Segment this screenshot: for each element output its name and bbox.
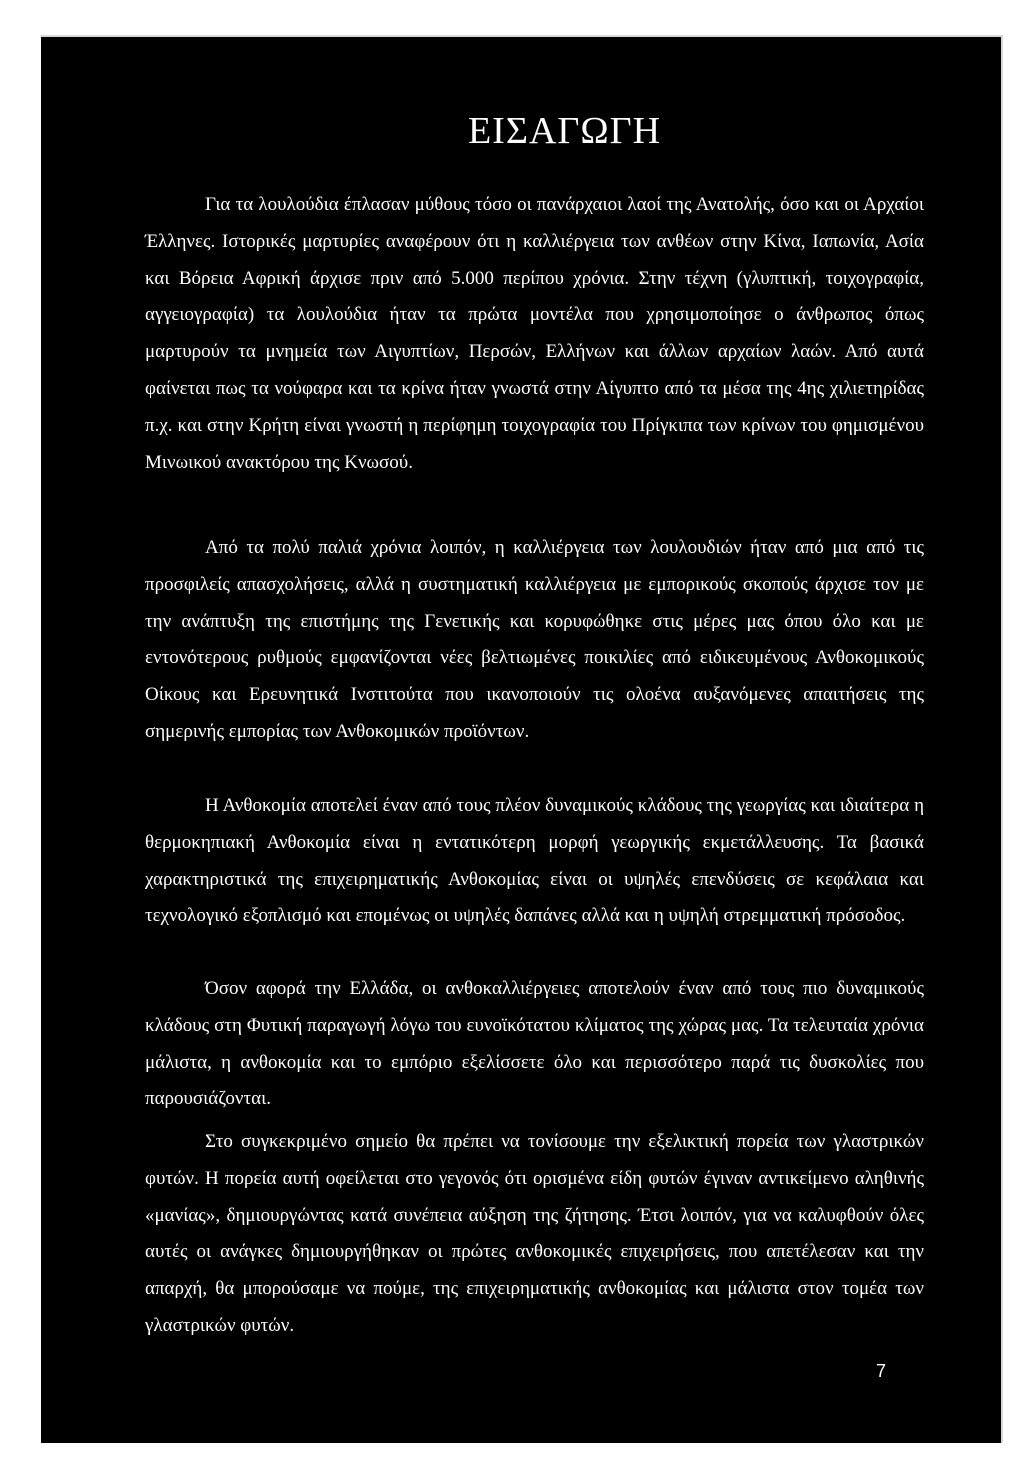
document-page <box>41 35 1003 1443</box>
page-number: 7 <box>875 1361 886 1381</box>
paragraph-2: Από τα πολύ παλιά χρόνια λοιπόν, η καλλιέργεια των λουλουδιών ήταν από μια από τις προσφιλείς απασχολήσεις, αλλά η συστηματική καλλιέργεια με εμπορικούς σκοπούς άρχισε τον με την ανάπτυξη της επιστήμης της Γενετικής και κορυφώθηκε στις μέρες μας όπου όλο και με εντονότερους ρυθμούς εμφανίζονται νέες βελτιωμένες ποικιλίες από ειδικευμένους Ανθοκομικούς Οίκους και Ερευνητικά Ινστιτούτα που ικανοποιούν τις ολοένα αυξανόμενες απαιτήσεις της σημερινής εμπορίας των Ανθοκομικών προϊόντων. <box>145 537 924 742</box>
paragraph-4: Όσον αφορά την Ελλάδα, οι ανθοκαλλιέργειες αποτελούν έναν από τους πιο δυναμικούς κλάδους στη Φυτική παραγωγή λόγω του ευνοϊκότατου κλίματος της χώρας μας. Τα τελευταία χρόνια μάλιστα, η ανθοκομία και το εμπόριο εξελίσσετε όλο και περισσότερο παρά τις δυσκολίες που παρουσιάζονται. <box>145 978 924 1110</box>
page-title: ΕΙΣΑΓΩΓΗ <box>467 110 662 152</box>
paragraph-1: Για τα λουλούδια έπλασαν μύθους τόσο οι πανάρχαιοι λαοί της Ανατολής, όσο και οι Αρχαίοι Έλληνες. Ιστορικές μαρτυρίες αναφέρουν ότι η καλλιέργεια των ανθέων στην Κίνα, Ιαπωνία, Ασία και Βόρεια Αφρική άρχισε πριν από 5.000 περίπου χρόνια. Στην τέχνη (γλυπτική, τοιχογραφία, αγγειογραφία) τα λουλούδια ήταν τα πρώτα μοντέλα που χρησιμοποίησε ο άνθρωπος όπως μαρτυρούν τα μνημεία των Αιγυπτίων, Περσών, Ελλήνων και άλλων αρχαίων λαών. Από αυτά φαίνεται πως τα νούφαρα και τα κρίνα ήταν γνωστά στην Αίγυπτο από τα μέσα της 4ης χιλιετηρίδας π.χ. και στην Κρήτη είναι γνωστή η περίφημη τοιχογραφία του Πρίγκιπα των κρίνων του φημισμένου Μινωικού ανακτόρου της Κνωσού. <box>145 194 924 473</box>
paragraph-3: Η Ανθοκομία αποτελεί έναν από τους πλέον δυναμικούς κλάδους της γεωργίας και ιδιαίτερα η θερμοκηπιακή Ανθοκομία είναι η εντατικότερη μορφή γεωργικής εκμετάλλευσης. Τα βασικά χαρακτηριστικά της επιχειρηματικής Ανθοκομίας είναι οι υψηλές επενδύσεις σε κεφάλαια και τεχνολογικό εξοπλισμό και επομένως οι υψηλές δαπάνες αλλά και η υψηλή στρεμματική πρόσοδος. <box>145 795 924 927</box>
paragraph-5: Στο συγκεκριμένο σημείο θα πρέπει να τονίσουμε την εξελικτική πορεία των γλαστρικών φυτών. Η πορεία αυτή οφείλεται στο γεγονός ότι ορισμένα είδη φυτών έγιναν αντικείμενο αληθινής «μανίας», δημιουργώντας κατά συνέπεια αύξηση της ζήτησης. Έτσι λοιπόν, για να καλυφθούν όλες αυτές οι ανάγκες δημιουργήθηκαν οι πρώτες ανθοκομικές επιχειρήσεις, που απετέλεσαν και την απαρχή, θα μπορούσαμε να πούμε, της επιχειρηματικής ανθοκομίας και μάλιστα στον τομέα των γλαστρικών φυτών. <box>145 1131 924 1336</box>
